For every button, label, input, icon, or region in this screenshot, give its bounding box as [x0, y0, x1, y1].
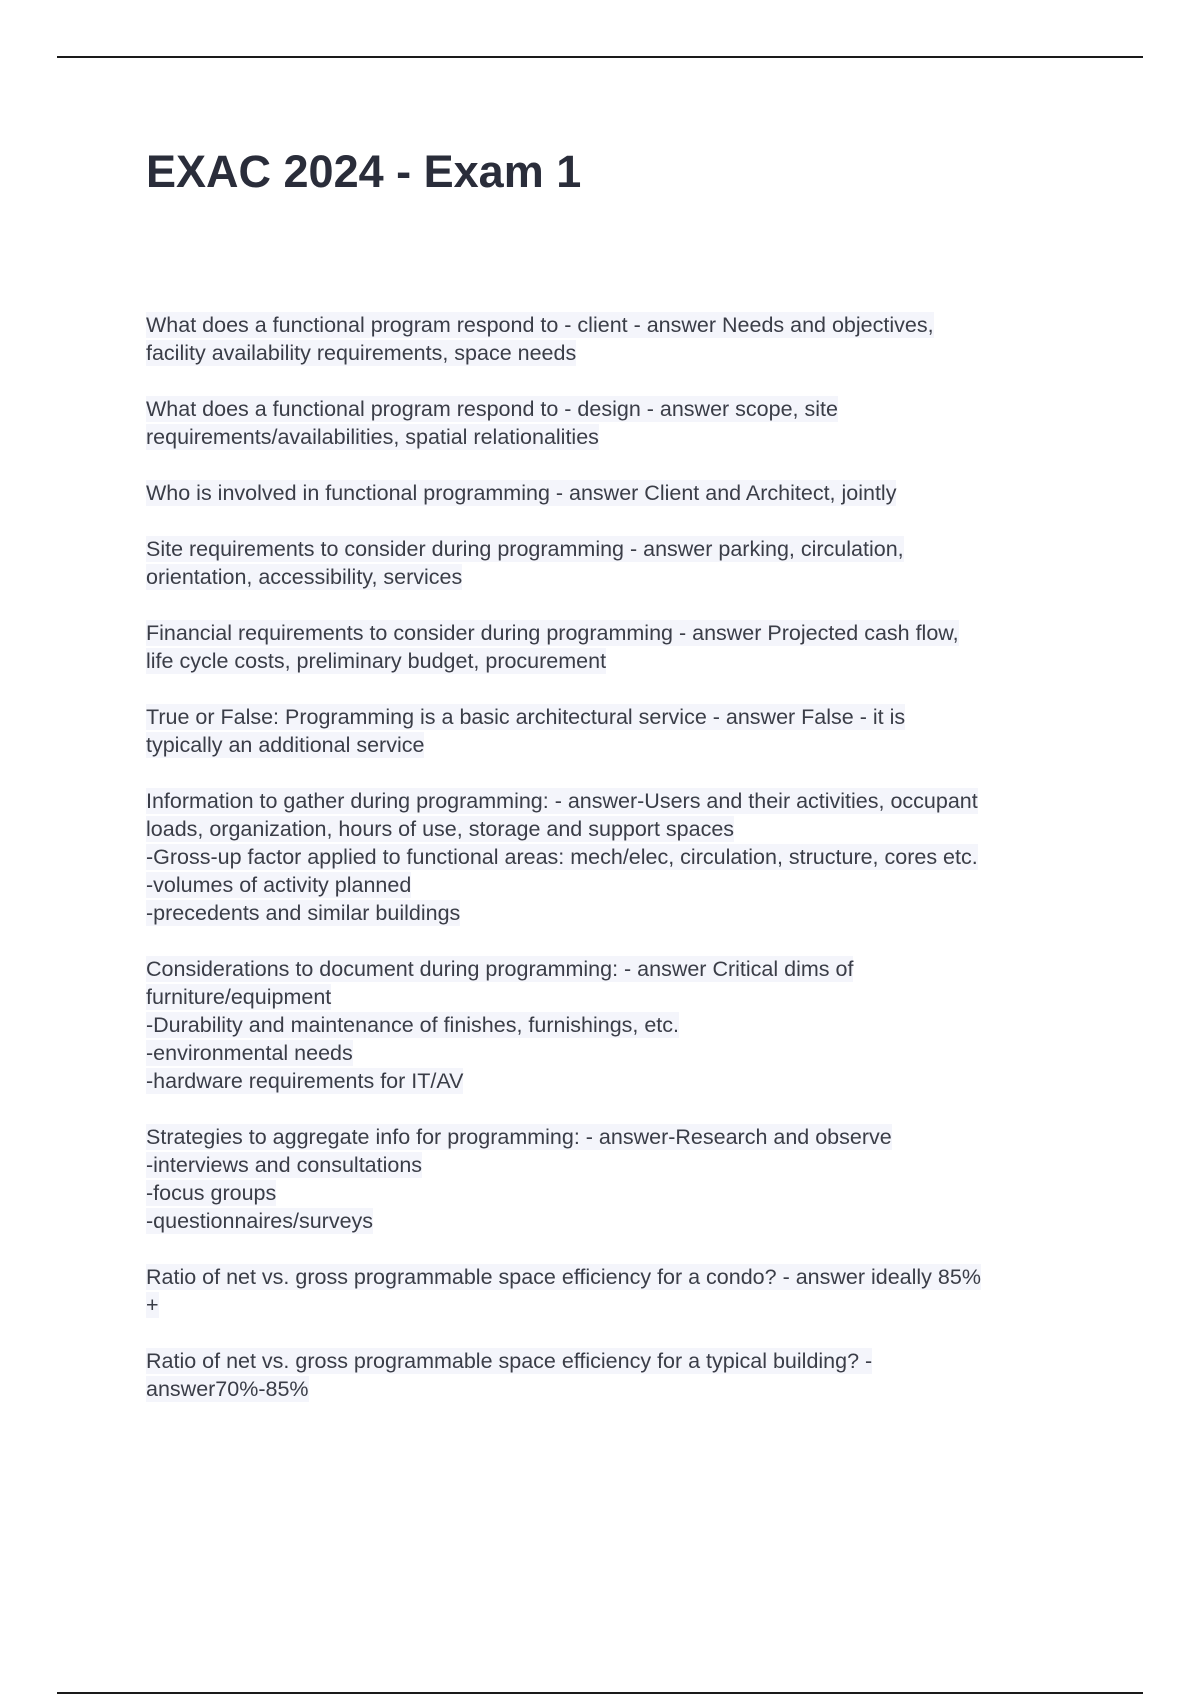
top-rule — [57, 56, 1143, 58]
document-title: EXAC 2024 - Exam 1 — [146, 146, 582, 197]
qa-line: -volumes of activity planned — [146, 873, 412, 897]
qa-item — [146, 311, 1086, 367]
qa-line: -Gross-up factor applied to functional areas: mech/elec, circulation, structure, cores etc. — [146, 845, 978, 869]
qa-line: life cycle costs, preliminary budget, procurement — [146, 649, 607, 673]
bottom-rule — [57, 1692, 1143, 1694]
qa-line: facility availability requirements, space needs — [146, 341, 577, 365]
qa-line: -environmental needs — [146, 1041, 353, 1065]
qa-line: Who is involved in functional programming - answer Client and Architect, jointly — [146, 481, 897, 505]
qa-line: + — [146, 1293, 159, 1317]
qa-line: What does a functional program respond to - client - answer Needs and objectives, — [146, 313, 934, 337]
qa-line: loads, organization, hours of use, storage and support spaces — [146, 817, 735, 841]
qa-line: furniture/equipment — [146, 985, 332, 1009]
qa-item — [146, 395, 1086, 451]
qa-line: typically an additional service — [146, 733, 425, 757]
qa-item — [146, 535, 1086, 591]
qa-line: requirements/availabilities, spatial relationalities — [146, 425, 599, 449]
qa-line: What does a functional program respond to - design - answer scope, site — [146, 397, 838, 421]
qa-line: Site requirements to consider during programming - answer parking, circulation, — [146, 537, 904, 561]
qa-line: True or False: Programming is a basic architectural service - answer False - it is — [146, 705, 906, 729]
qa-item — [146, 955, 1086, 1095]
qa-line: Ratio of net vs. gross programmable space efficiency for a condo? - answer ideally 85% — [146, 1265, 981, 1289]
qa-line: Strategies to aggregate info for programming: - answer-Research and observe — [146, 1125, 892, 1149]
qa-line: orientation, accessibility, services — [146, 565, 463, 589]
qa-line: -questionnaires/surveys — [146, 1209, 374, 1233]
qa-line: -Durability and maintenance of finishes, furnishings, etc. — [146, 1013, 679, 1037]
qa-item — [146, 1123, 1086, 1235]
qa-item — [146, 703, 1086, 759]
qa-line: -hardware requirements for IT/AV — [146, 1069, 464, 1093]
qa-item — [146, 1263, 1086, 1319]
qa-line: Ratio of net vs. gross programmable space efficiency for a typical building? - — [146, 1349, 873, 1373]
qa-line: answer70%-85% — [146, 1377, 309, 1401]
qa-list — [146, 311, 1086, 1431]
qa-line: -focus groups — [146, 1181, 277, 1205]
qa-item — [146, 479, 1086, 507]
qa-line: Information to gather during programming: - answer-Users and their activities, occupant — [146, 789, 978, 813]
qa-item — [146, 619, 1086, 675]
qa-line: Considerations to document during programming: - answer Critical dims of — [146, 957, 854, 981]
qa-line: -interviews and consultations — [146, 1153, 423, 1177]
qa-item — [146, 1347, 1086, 1403]
qa-line: -precedents and similar buildings — [146, 901, 461, 925]
qa-line: Financial requirements to consider during programming - answer Projected cash flow, — [146, 621, 959, 645]
qa-item — [146, 787, 1086, 927]
